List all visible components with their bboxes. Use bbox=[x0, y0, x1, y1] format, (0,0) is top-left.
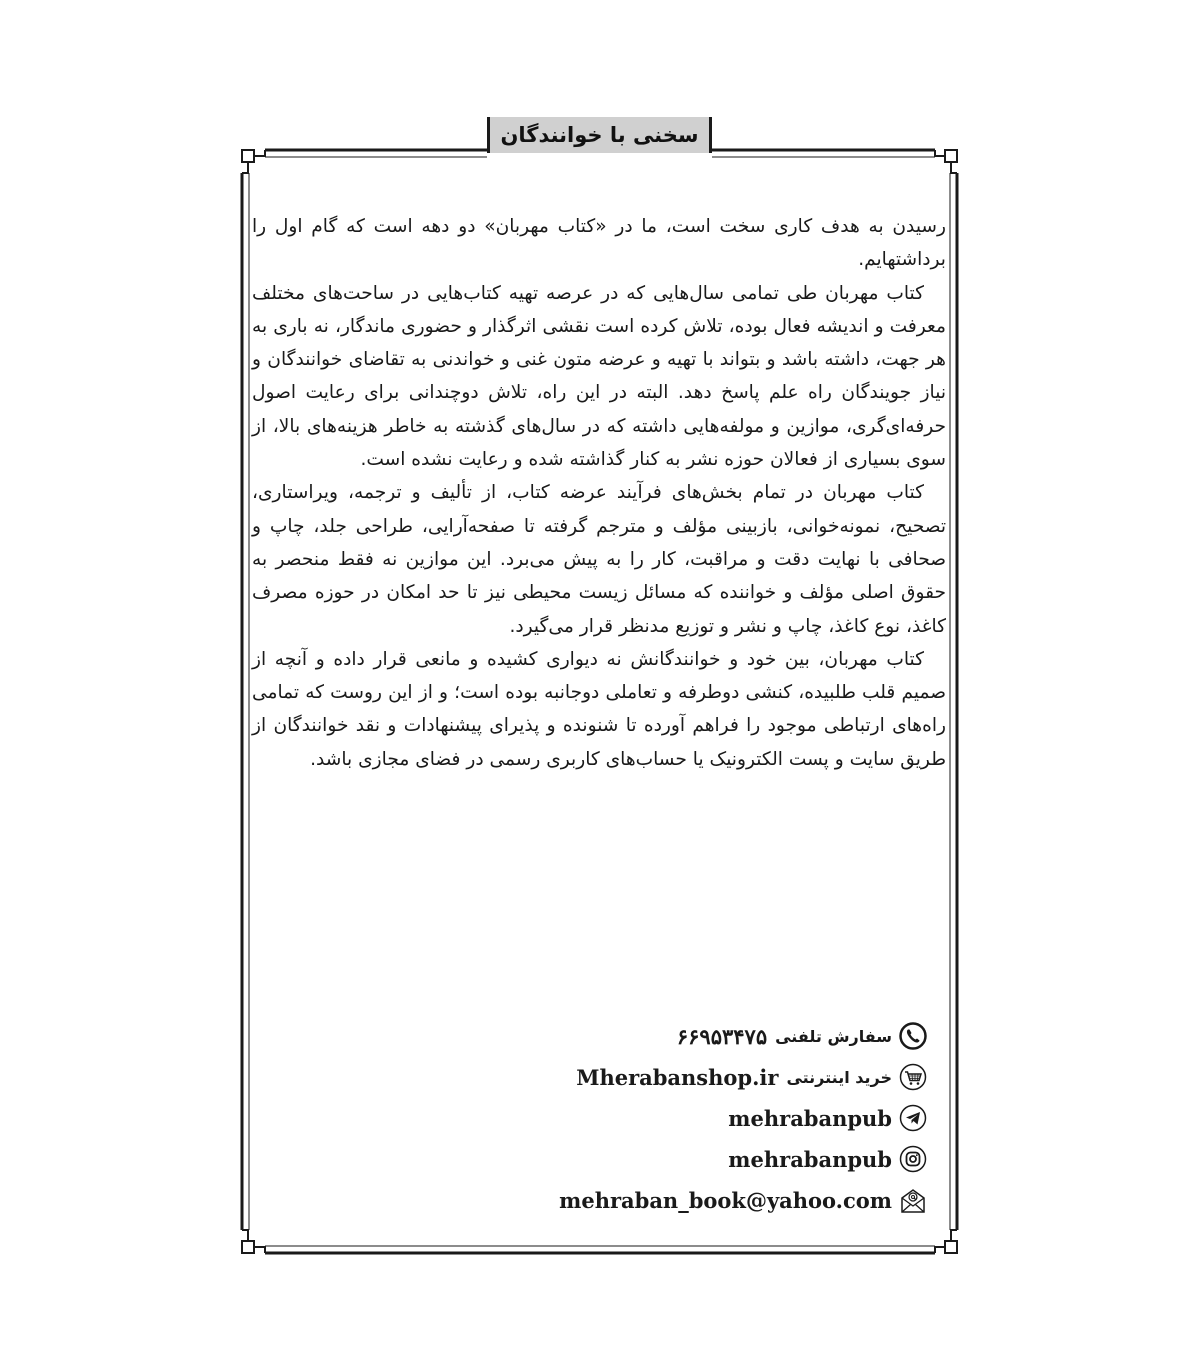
shopping-cart-icon bbox=[898, 1062, 928, 1092]
contact-list bbox=[508, 1020, 928, 1225]
email-icon bbox=[898, 1185, 928, 1215]
contact-shop-row bbox=[508, 1061, 928, 1093]
phone-number[interactable]: ۶۶۹۵۳۴۷۵ bbox=[676, 1023, 768, 1049]
instagram-handle[interactable]: mehrabanpub bbox=[728, 1146, 892, 1172]
body-text bbox=[252, 210, 946, 776]
shop-label: خرید اینترنتی bbox=[786, 1067, 892, 1087]
contact-phone-row bbox=[508, 1020, 928, 1052]
contact-instagram-row bbox=[508, 1143, 928, 1175]
contact-telegram-row bbox=[508, 1102, 928, 1134]
paragraph-3: کتاب مهربان در تمام بخش‌های فرآیند عرضه کتاب، از تألیف و ترجمه، ویراستاری، تصحیح، نمونه‌خوانی، بازبینی مؤلف و مترجم گرفته تا صفحه‌آرایی، طراحی جلد، چاپ و صحافی با نهایت دقت و مراقبت، کار را به پیش می‌برد. این موازین نه فقط منحصر به حقوق اصلی مؤلف و خواننده که مسائل زیست محیطی نیز تا حد امکان در حوزه مصرف کاغذ، نوع کاغذ، چاپ و نشر و توزیع مدنظر قرار می‌گیرد. bbox=[252, 482, 946, 637]
corner-ornament-bottom-right bbox=[935, 1230, 957, 1253]
phone-icon bbox=[898, 1021, 928, 1051]
telegram-handle[interactable]: mehrabanpub bbox=[728, 1105, 892, 1131]
corner-ornament-top-left bbox=[242, 150, 265, 173]
instagram-icon bbox=[898, 1144, 928, 1174]
section-title-tab bbox=[487, 117, 712, 153]
telegram-icon bbox=[898, 1103, 928, 1133]
phone-label: سفارش تلفنی bbox=[775, 1026, 892, 1046]
page-title: سخنی با خوانندگان bbox=[500, 123, 699, 147]
email-address[interactable]: mehraban_book@yahoo.com bbox=[559, 1187, 892, 1213]
corner-ornament-bottom-left bbox=[242, 1230, 265, 1253]
corner-ornament-top-right bbox=[935, 150, 957, 173]
contact-email-row bbox=[508, 1184, 928, 1216]
paragraph-1: رسیدن به هدف کاری سخت است، ما در «کتاب مهربان» دو دهه است که گام اول را برداشتهایم. bbox=[252, 216, 946, 271]
paragraph-4: کتاب مهربان، بین خود و خوانندگانش نه دیواری کشیده و مانعی قرار داده و آنچه از صمیم قلب طلبیده، کنشی دوطرفه و تعاملی دوجانبه بوده است؛ و از این روست که تمامی راه‌های ارتباطی موجود را فراهم آورده تا شنونده و پذیرای پیشنهادات و نقد خوانندگان از طریق سایت و پست الکترونیک یا حساب‌های کاربری رسمی در فضای مجازی باشد. bbox=[252, 648, 946, 770]
paragraph-2: کتاب مهربان طی تمامی سال‌هایی که در عرصه تهیه کتاب‌هایی در ساحت‌های مختلف معرفت و اندیشه فعال بوده، تلاش کرده است نقشی اثرگذار و حضوری ماندگار، نه باری به هر جهت، داشته باشد و بتواند با تهیه و عرضه متون غنی و خواندنی به تقاضای خوانندگان و نیاز جویندگان راه علم پاسخ دهد. البته در این راه، تلاش دوچندانی برای رعایت اصول حرفه‌ای‌گری، موازین و مولفه‌هایی داشته که در سال‌های گذشته به خاطر هزینه‌های بالا، از سوی بسیاری از فعالان حوزه نشر به کنار گذاشته شده و رعایت نشده است. bbox=[252, 282, 946, 471]
shop-url[interactable]: Mherabanshop.ir bbox=[576, 1064, 779, 1090]
